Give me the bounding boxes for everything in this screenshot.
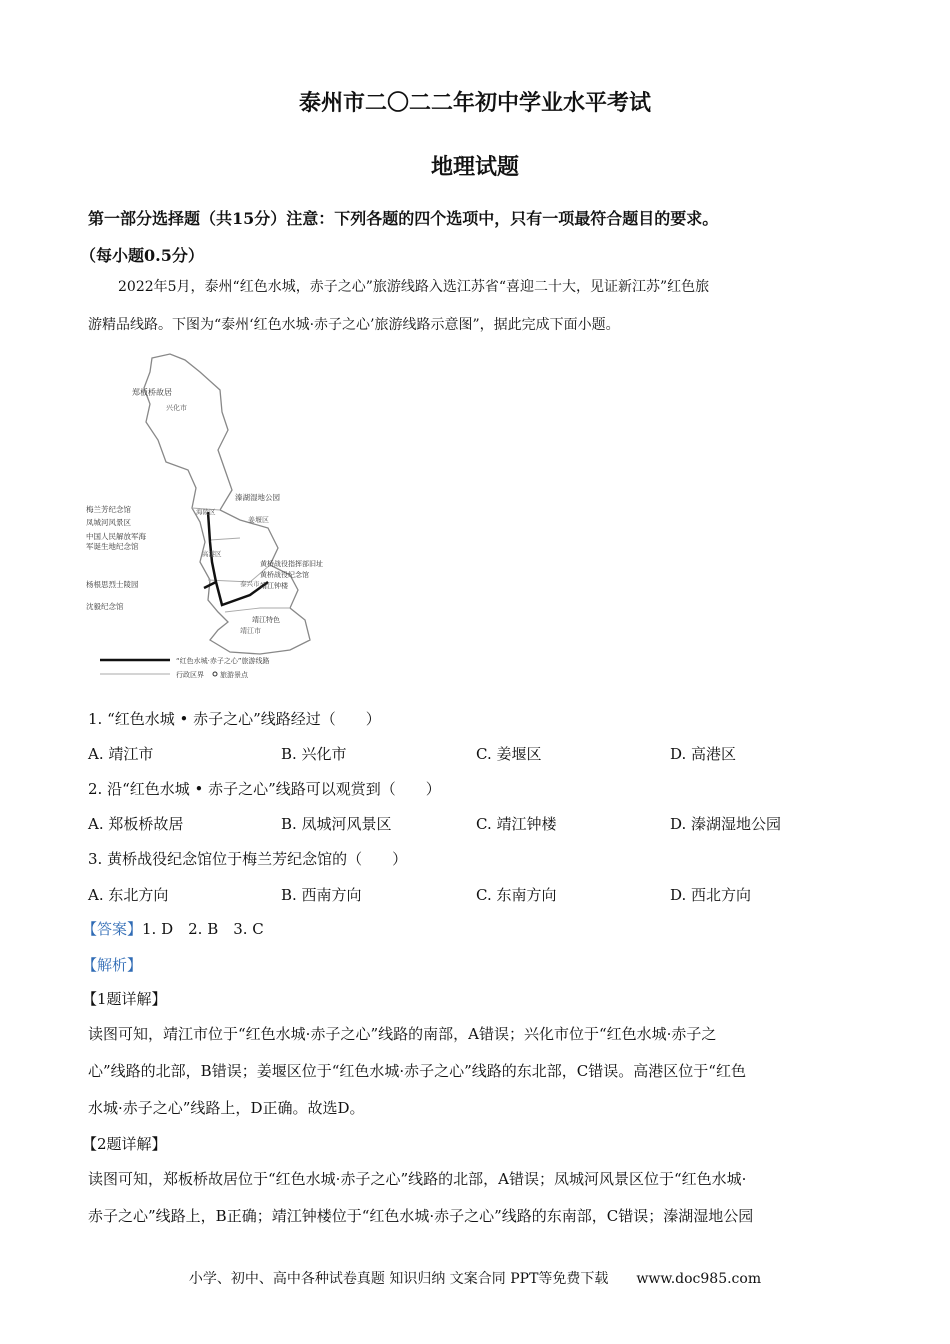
intro-line-2: 游精品线路。下图为“泰州‘红色水城·赤子之心’旅游线路示意图”，据此完成下面小题。 xyxy=(88,317,620,333)
question-2-option-d[interactable]: D. 溱湖湿地公园 xyxy=(670,815,782,833)
map-label-jingjiang: 靖江市 xyxy=(240,627,261,635)
question-2-option-a[interactable]: A. 郑板桥故居 xyxy=(88,815,184,833)
map-label-fengcheng: 凤城河风景区 xyxy=(86,518,131,527)
route-line xyxy=(204,512,268,605)
map-label-pla-navy: 中国人民解放军海 xyxy=(86,532,146,541)
answer-tag: 【答案】 xyxy=(82,920,143,938)
detail-1-line-3: 水城·赤子之心”线路上，D正确。故选D。 xyxy=(88,1099,365,1117)
question-2-option-c[interactable]: C. 靖江钟楼 xyxy=(476,815,557,833)
question-2-option-b[interactable]: B. 凤城河风景区 xyxy=(281,815,392,833)
map-label-pla-navy-2: 军诞生地纪念馆 xyxy=(86,542,139,551)
question-1-option-d[interactable]: D. 高港区 xyxy=(670,745,737,763)
map-label-meilanfang: 梅兰芳纪念馆 xyxy=(86,505,131,514)
question-3-option-b[interactable]: B. 西南方向 xyxy=(281,886,362,904)
map-label-hailing: 海陵区 xyxy=(196,508,216,516)
subject-title: 地理试题 xyxy=(430,154,519,180)
legend-boundary-label: 行政区界 xyxy=(176,671,204,679)
question-1-option-c[interactable]: C. 姜堰区 xyxy=(476,745,542,763)
map-label-jiangyan: 姜堰区 xyxy=(248,516,269,524)
question-1-stem: 1. “红色水城 • 赤子之心”线路经过（ ） xyxy=(88,710,381,728)
detail-1-body xyxy=(88,1016,863,1127)
section-heading: 第一部分选择题（共15分）注意：下列各题的四个选项中，只有一项最符合题目的要求。 xyxy=(88,209,719,228)
answer-line xyxy=(82,918,264,939)
analysis-tag: 【解析】 xyxy=(82,956,143,974)
page-footer: 小学、初中、高中各种试卷真题 知识归纳 文案合同 PPT等免费下载 www.doc985.com xyxy=(188,1271,762,1287)
question-3-option-d[interactable]: D. 西北方向 xyxy=(670,886,752,904)
map-label-huangqiao-2: 黄桥战役纪念馆 xyxy=(260,571,309,579)
map-label-jingjiang-feature: 靖江特色 xyxy=(252,616,280,624)
region-boundary xyxy=(144,354,310,654)
map-label-huangqiao: 黄桥战役指挥部旧址 xyxy=(260,560,323,568)
exam-title: 泰州市二〇二二年初中学业水平考试 xyxy=(298,90,651,116)
map-label-gaogang: 高港区 xyxy=(202,550,222,558)
question-1-option-b[interactable]: B. 兴化市 xyxy=(281,745,347,763)
question-1-option-a[interactable]: A. 靖江市 xyxy=(88,745,154,763)
detail-1-line-1: 读图可知，靖江市位于“红色水城·赤子之心”线路的南部，A错误；兴化市位于“红色水城·赤子之 xyxy=(88,1025,717,1043)
map-label-zhonglou: 靖江钟楼 xyxy=(260,582,288,590)
detail-2-line-1: 读图可知，郑板桥故居位于“红色水城·赤子之心”线路的北部，A错误；凤城河风景区位于“红色水城· xyxy=(88,1170,747,1188)
question-3-option-c[interactable]: C. 东南方向 xyxy=(476,886,557,904)
question-3-option-a[interactable]: A. 东北方向 xyxy=(88,886,169,904)
answer-text: 1. D 2. B 3. C xyxy=(142,920,264,938)
map-label-taixing: 泰兴市 xyxy=(240,580,260,588)
legend-route-label: “红色水城·赤子之心”旅游线路 xyxy=(176,657,270,665)
question-2-stem: 2. 沿“红色水城 • 赤子之心”线路可以观赏到（ ） xyxy=(88,780,441,798)
map-label-yanggensi: 杨根思烈士陵园 xyxy=(86,580,139,589)
detail-2-body xyxy=(88,1161,863,1235)
map-label-qinhu: 溱湖湿地公园 xyxy=(235,493,280,502)
detail-2-line-2: 赤子之心”线路上，B正确；靖江钟楼位于“红色水城·赤子之心”线路的东南部，C错误；溱湖湿地公园 xyxy=(88,1207,754,1225)
detail-1-line-2: 心”线路的北部，B错误；姜堰区位于“红色水城·赤子之心”线路的东北部，C错误。高港区位于“红色 xyxy=(88,1062,746,1080)
section-note: （每小题0.5分） xyxy=(80,246,204,265)
route-map xyxy=(86,350,340,685)
legend-spot-label: 旅游景点 xyxy=(220,671,248,679)
detail-2-heading: 【2题详解】 xyxy=(82,1135,167,1153)
detail-1-heading: 【1题详解】 xyxy=(82,990,167,1008)
question-3-stem: 3. 黄桥战役纪念馆位于梅兰芳纪念馆的（ ） xyxy=(88,850,408,868)
map-label-memorial: 沈毅纪念馆 xyxy=(86,602,124,611)
legend-spot-swatch xyxy=(213,672,217,676)
map-label-xinghua: 兴化市 xyxy=(166,404,187,412)
map-label-zhengbanqiao: 郑板桥故居 xyxy=(132,388,172,397)
intro-line-1: 2022年5月，泰州“红色水城，赤子之心”旅游线路入选江苏省“喜迎二十大，见证新江苏”红色旅 xyxy=(118,279,710,295)
